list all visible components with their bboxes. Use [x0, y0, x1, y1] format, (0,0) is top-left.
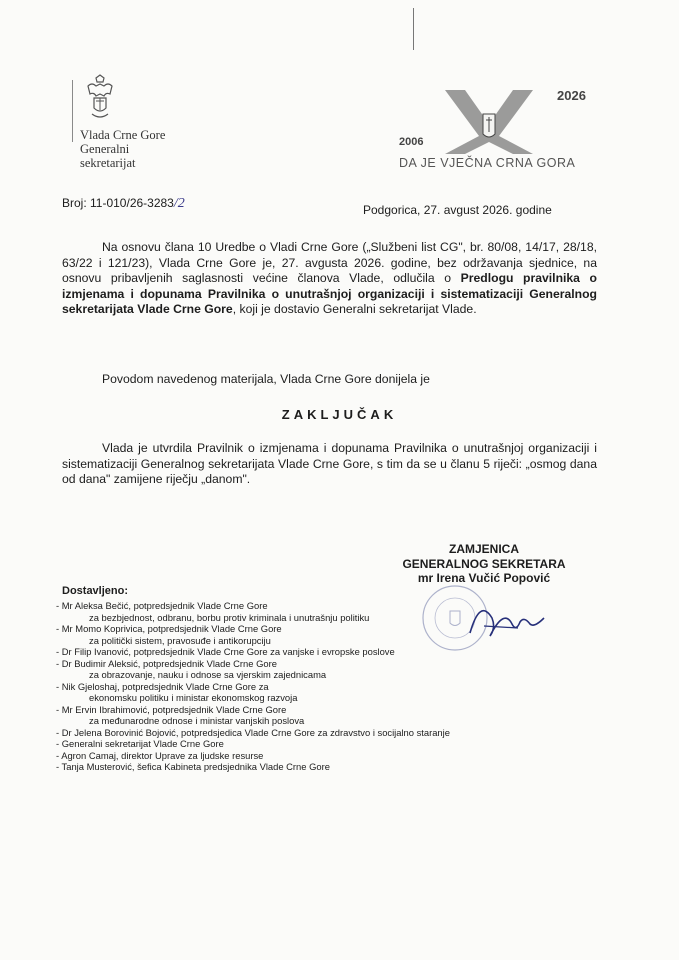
signatory-name: mr Irena Vučić Popović: [417, 571, 551, 585]
signature-title-line2: GENERALNOG SEKRETARA: [402, 556, 566, 571]
list-item: [56, 623, 616, 646]
list-item: [56, 750, 616, 762]
conclusion-text: Vlada je utvrdila Pravilnik o izmjenama i dopunama Pravilnika o unutrašnjoj organizaciji i sistematizaciji Generalnog sekretarijata Vlade Crne Gore, s tim da se u članu 5 riječi: „osmog dana od dana" zamijene riječju „danom".: [62, 441, 597, 486]
conclusion-paragraph: [62, 441, 597, 488]
logo-year-right: 2026: [557, 88, 586, 103]
org-line: Generalni: [80, 142, 130, 156]
document-title: ZAKLJUČAK: [281, 407, 398, 422]
recipient: - Tanja Musterović, šefica Kabineta predsjednika Vlade Crne Gore: [56, 761, 330, 772]
anniversary-logo: [397, 84, 597, 172]
coat-of-arms-icon: [82, 74, 118, 124]
list-item: [56, 600, 616, 623]
recipient: - Dr Filip Ivanović, potpredsjednik Vlade Crne Gore za vanjske i evropske poslove: [56, 646, 395, 657]
intro-text: Na osnovu člana 10 Uredbe o Vladi Crne Gore („Službeni list CG", br. 80/08, 14/17, 28/18, 63/22 i 121/23), Vlada Crne Gore je, 27. avgusta 2026. godine, bez održavanja sjednice, na osnovu pribavljenih saglasnosti većine članova Vlade, odlučila o: [62, 240, 597, 285]
recipient-portfolio: ekonomsku politiku i ministar ekonomskog razvoja: [89, 692, 298, 703]
recipient: - Dr Jelena Borovinić Bojović, potpredsjedica Vlade Crne Gore za zdravstvo i socijalno staranje: [56, 726, 450, 738]
recipient: - Mr Momo Koprivica, potpredsjednik Vlade Crne Gore: [56, 623, 282, 634]
intro-paragraph: [62, 240, 597, 318]
org-line: Vlada Crne Gore: [80, 128, 166, 142]
recipient: - Agron Camaj, direktor Uprave za ljudske resurse: [56, 749, 264, 761]
list-item: [56, 658, 616, 681]
povodom-text: Povodom navedenog materijala, Vlada Crne Gore donijela je: [102, 372, 430, 386]
logo-year-left: 2006: [399, 136, 424, 148]
povodom-paragraph: [62, 372, 597, 388]
recipient: - Mr Ervin Ibrahimović, potpredsjednik Vlade Crne Gore: [56, 703, 287, 715]
recipient-portfolio: za politički sistem, pravosuđe i antikorupciju: [89, 634, 271, 646]
recipient-portfolio: za bezbjednost, odbranu, borbu protiv kriminala i unutrašnju politiku: [89, 611, 370, 623]
list-item: [56, 727, 616, 739]
organization-name: [80, 128, 165, 170]
header-vertical-rule: [72, 80, 73, 142]
list-item: [56, 761, 616, 773]
intro-bold-title: Predlogu pravilnika o izmjenama i dopunama Pravilnika o unutrašnjoj organizaciji i sistematizaciji Generalnog sekretarijata Vlade Crne Gore: [62, 271, 598, 316]
handwritten-suffix: /2: [173, 196, 185, 211]
place-and-date: Podgorica, 27. avgust 2026. godine: [363, 203, 552, 217]
page-top-divider: [413, 8, 414, 50]
org-line: sekretarijat: [80, 156, 136, 170]
recipient: - Dr Budimir Aleksić, potpredsjednik Vlade Crne Gore: [56, 657, 277, 669]
distribution-list: [56, 600, 616, 773]
list-item: [56, 704, 616, 727]
recipient-portfolio: za međunarodne odnose i ministar vanjskih poslova: [89, 715, 305, 726]
recipient: - Generalni sekretarijat Vlade Crne Gore: [56, 738, 224, 749]
logo-slogan: DA JE VJEČNA CRNA GORA: [399, 156, 576, 170]
list-item: [56, 681, 616, 704]
recipient: - Nik Gjeloshaj, potpredsjednik Vlade Crne Gore za: [56, 680, 269, 692]
distribution-label: Dostavljeno:: [62, 585, 129, 597]
recipient: - Mr Aleksa Bečić, potpredsjednik Vlade Crne Gore: [56, 600, 268, 611]
list-item: [56, 738, 616, 750]
intro-text-end: , koji je dostavio Generalni sekretarijat Vlade.: [232, 302, 477, 316]
signature-block: [360, 542, 608, 586]
reference-number-text: Broj: 11-010/26-3283: [62, 196, 174, 210]
list-item: [56, 646, 616, 658]
recipient-portfolio: za obrazovanje, nauku i odnose sa vjerskim zajednicama: [89, 669, 327, 680]
signature-title-line1: ZAMJENICA: [448, 542, 519, 556]
reference-number: [62, 196, 185, 212]
